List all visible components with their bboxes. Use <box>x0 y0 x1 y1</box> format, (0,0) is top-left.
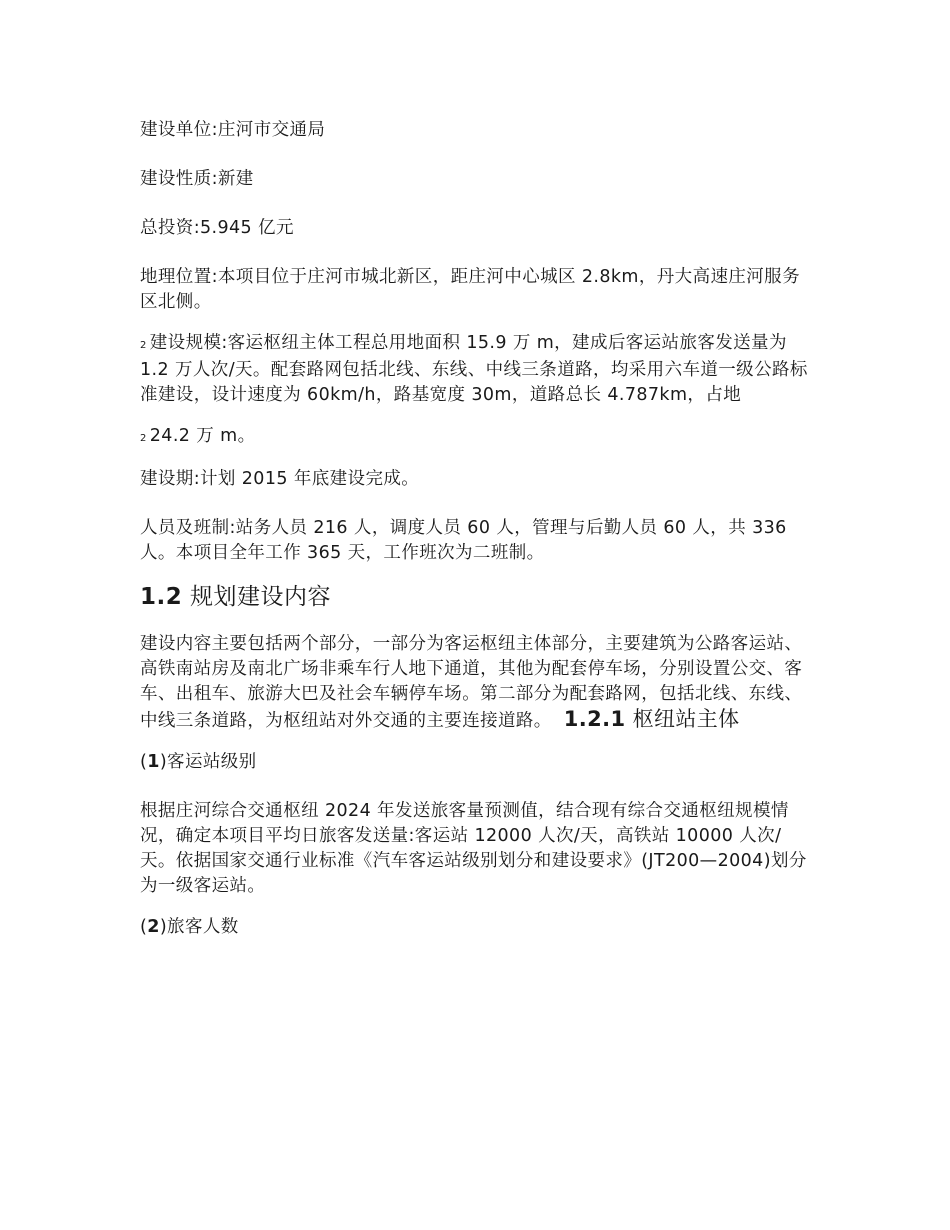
construction-unit: 建设单位:庄河市交通局 <box>140 120 326 140</box>
construction-scale-text: 建设规模:客运枢纽主体工程总用地面积 15.9 万 m，建成后客运站旅客发送量为 1.2 万人次/天。配套路网包括北线、东线、中线三条道路，均采用六车道一级公路标准建设，设计速度为 60km/h，路基宽度 30m，道路总长 4.787km，占地 <box>140 333 808 405</box>
construction-period: 建设期:计划 2015 年底建设完成。 <box>140 469 420 489</box>
document-body <box>140 118 812 940</box>
total-investment: 总投资:5.945 亿元 <box>140 218 294 238</box>
item-number: 1 <box>147 752 160 772</box>
construction-nature: 建设性质:新建 <box>140 169 254 189</box>
superscript-mark: 2 <box>140 433 147 444</box>
item-body-1: 根据庄河综合交通枢纽 2024 年发送旅客量预测值，结合现有综合交通枢纽规模情况，确定本项目平均日旅客发送量:客运站 12000 人次/天，高铁站 10000 人次/天。依据国家交通行业标准《汽车客运站级别划分和建设要求》(JT200—2004)划分为一级客运站。 <box>140 801 807 896</box>
section-number: 1.2 <box>140 584 183 610</box>
section-body-text: 建设内容主要包括两个部分，一部分为客运枢纽主体部分，主要建筑为公路客运站、高铁南站房及南北广场非乘车行人地下通道，其他为配套停车场，分别设置公交、客车、出租车、旅游大巴及社会车辆停车场。第二部分为配套路网，包括北线、东线、中线三条道路，为枢纽站对外交通的主要连接道路。 <box>140 634 803 731</box>
subsection-number: 1.2.1 <box>563 707 626 731</box>
geographic-location: 地理位置:本项目位于庄河市城北新区，距庄河中心城区 2.8km，丹大高速庄河服务区北侧。 <box>140 267 800 312</box>
item-heading-1: (1)客运站级别 <box>140 752 257 772</box>
subsection-heading <box>564 707 740 731</box>
construction-scale <box>140 331 812 408</box>
land-area-text: 24.2 万 m。 <box>149 426 256 446</box>
section-body <box>140 632 812 734</box>
staffing: 人员及班制:站务人员 216 人，调度人员 60 人，管理与后勤人员 60 人，共 336 人。本项目全年工作 365 天，工作班次为二班制。 <box>140 518 787 563</box>
section-heading <box>140 582 812 612</box>
superscript-mark: 2 <box>140 340 147 351</box>
item-title: )旅客人数 <box>159 917 239 937</box>
item-number: 2 <box>147 917 160 937</box>
item-title: )客运站级别 <box>159 752 257 772</box>
item-heading-2: (2)旅客人数 <box>140 917 239 937</box>
section-title: 规划建设内容 <box>182 584 332 610</box>
subsection-title: 枢纽站主体 <box>625 707 740 731</box>
land-area <box>140 424 812 451</box>
